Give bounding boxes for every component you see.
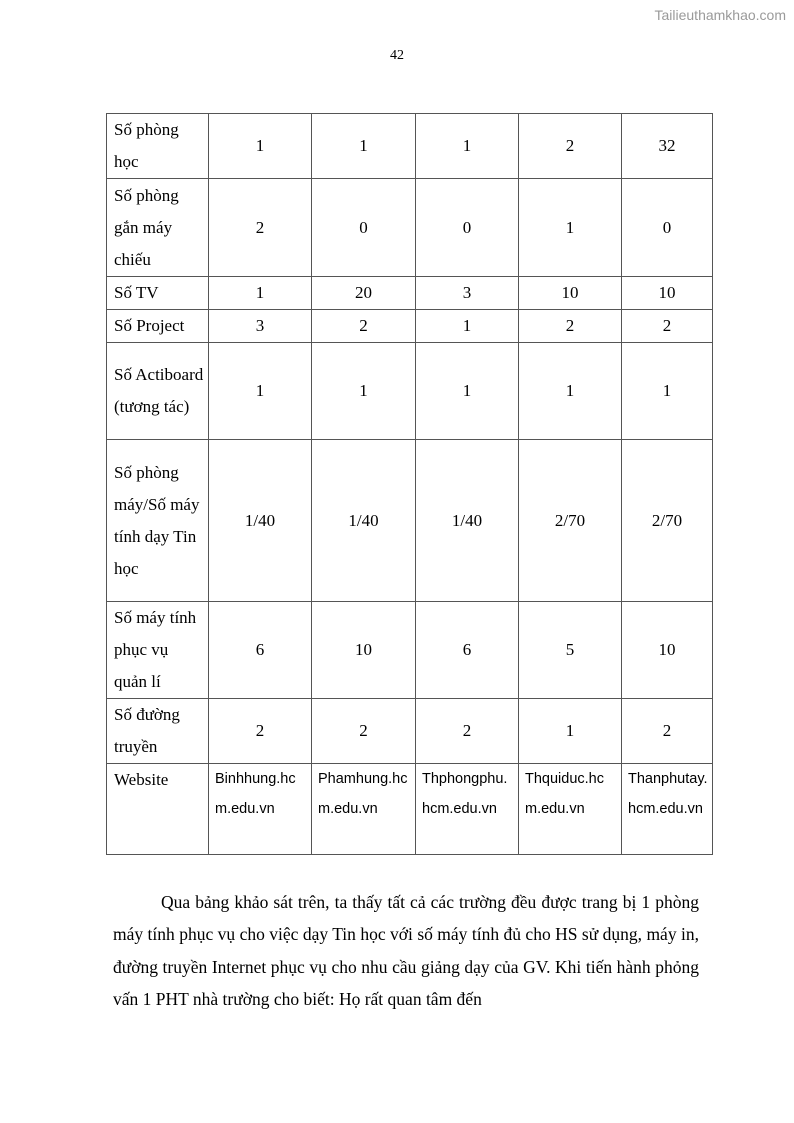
table-row: [107, 114, 713, 179]
table-cell: 1: [519, 343, 622, 440]
table-cell: 2: [622, 699, 713, 764]
table-cell: 1: [519, 699, 622, 764]
table-cell: 1: [519, 179, 622, 277]
table-cell: 2: [519, 310, 622, 343]
row-label: Số TV: [107, 277, 209, 310]
table-cell: 6: [416, 602, 519, 699]
row-label: Số Project: [107, 310, 209, 343]
table-row: [107, 277, 713, 310]
table-cell: 1/40: [312, 440, 416, 602]
table-cell: 1: [622, 343, 713, 440]
survey-table: [106, 113, 713, 855]
table-cell: 2: [519, 114, 622, 179]
row-label: Số phòng gắn máy chiếu: [107, 179, 209, 277]
table-row: [107, 343, 713, 440]
table-cell: 6: [209, 602, 312, 699]
table-cell: 1: [416, 310, 519, 343]
table-cell: 1: [209, 343, 312, 440]
page-number: 42: [390, 48, 404, 63]
table-cell: 2: [209, 699, 312, 764]
table-cell: 2/70: [622, 440, 713, 602]
website-cell: Thanphutay.hcm.edu.vn: [622, 764, 713, 855]
table-cell: 1: [416, 343, 519, 440]
table-row: [107, 699, 713, 764]
table-cell: 1/40: [209, 440, 312, 602]
table-cell: 32: [622, 114, 713, 179]
table-row: [107, 440, 713, 602]
table-cell: 2: [312, 699, 416, 764]
table-cell: 5: [519, 602, 622, 699]
table-cell: 0: [622, 179, 713, 277]
table-row: [107, 310, 713, 343]
table-cell: 10: [312, 602, 416, 699]
table-cell: 0: [312, 179, 416, 277]
website-cell: Thquiduc.hcm.edu.vn: [519, 764, 622, 855]
row-label: Số phòng máy/Số máy tính dạy Tin học: [107, 440, 209, 602]
table-row: [107, 602, 713, 699]
row-label: Website: [107, 764, 209, 855]
website-cell: Binhhung.hcm.edu.vn: [209, 764, 312, 855]
table-cell: 2/70: [519, 440, 622, 602]
table-cell: 1: [312, 343, 416, 440]
table-cell: 20: [312, 277, 416, 310]
table-cell: 10: [519, 277, 622, 310]
row-label: Số đường truyền: [107, 699, 209, 764]
row-label: Số máy tính phục vụ quản lí: [107, 602, 209, 699]
table-cell: 1: [209, 114, 312, 179]
website-cell: Phamhung.hcm.edu.vn: [312, 764, 416, 855]
table-cell: 10: [622, 277, 713, 310]
table-cell: 3: [416, 277, 519, 310]
table-cell: 2: [622, 310, 713, 343]
table-cell: 1/40: [416, 440, 519, 602]
website-cell: Thphongphu. hcm.edu.vn: [416, 764, 519, 855]
watermark: Tailieuthamkhao.com: [654, 7, 786, 23]
table-cell: 1: [416, 114, 519, 179]
table-cell: 1: [209, 277, 312, 310]
row-label: Số Actiboard (tương tác): [107, 343, 209, 440]
website-row: [107, 764, 713, 855]
table-cell: 0: [416, 179, 519, 277]
row-label: Số phòng học: [107, 114, 209, 179]
table-cell: 2: [312, 310, 416, 343]
table-cell: 1: [312, 114, 416, 179]
body-paragraph: Qua bảng khảo sát trên, ta thấy tất cả các trường đều được trang bị 1 phòng máy tính phục vụ cho việc dạy Tin học với số máy tính đủ cho HS sử dụng, máy in, đường truyền Internet phục vụ cho nhu cầu giảng dạy của GV. Khi tiến hành phỏng vấn 1 PHT nhà trường cho biết: Họ rất quan tâm đến: [113, 891, 699, 1009]
table-cell: 3: [209, 310, 312, 343]
table-cell: 2: [416, 699, 519, 764]
table-cell: 2: [209, 179, 312, 277]
table-row: [107, 179, 713, 277]
table-cell: 10: [622, 602, 713, 699]
